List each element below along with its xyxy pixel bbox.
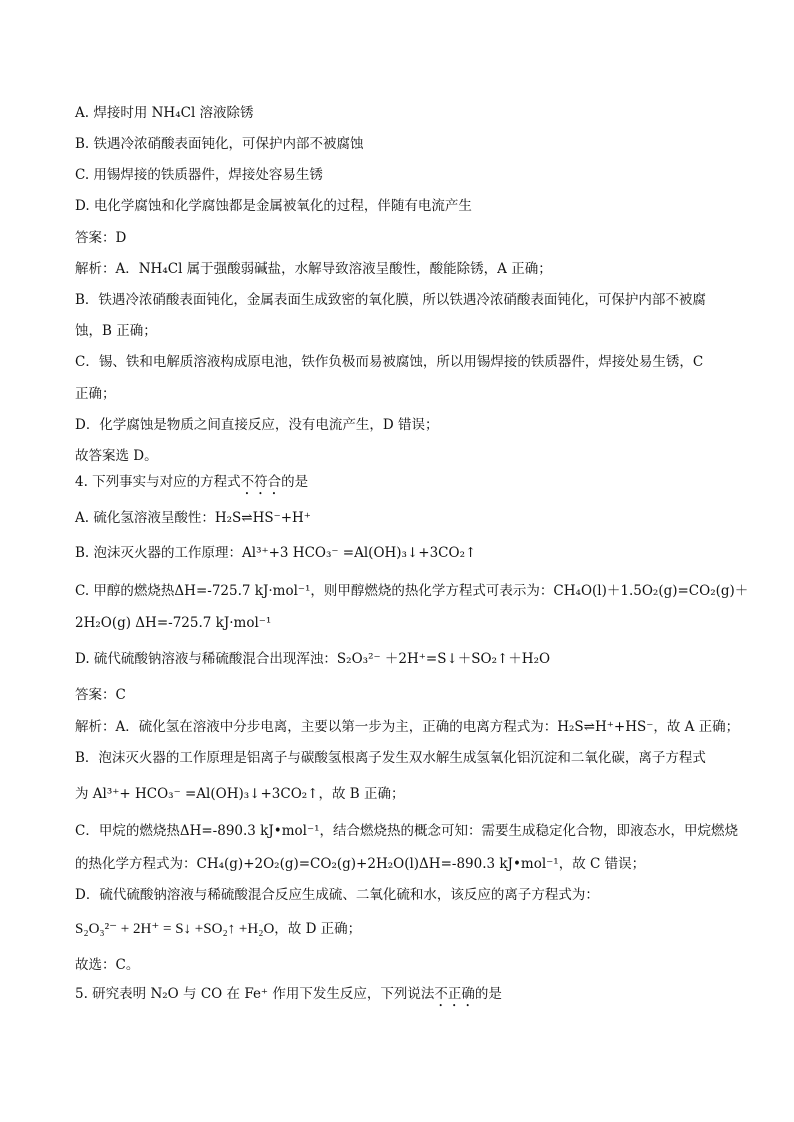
- q4-explanation-b-line2: 为 Al³⁺+ HCO₃⁻ =Al(OH)₃↓+3CO₂↑，故 B 正确；: [75, 786, 405, 802]
- q5-stem-suffix: 的是: [474, 986, 502, 1002]
- q4-explanation-c-line2: 的热化学方程式为：CH₄(g)+2O₂(g)=CO₂(g)+2H₂O(l)ΔH=-890.3 kJ•mol⁻¹，故 C 错误；: [75, 856, 646, 872]
- q3-explanation-a: 解析：A．NH₄Cl 属于强酸弱碱盐，水解导致溶液呈酸性，酸能除锈，A 正确；: [75, 261, 552, 277]
- q4-explanation-a: 解析：A．硫化氢在溶液中分步电离，主要以第一步为主，正确的电离方程式为：H₂S⇌H⁺+HS⁻，故 A 正确；: [75, 719, 740, 735]
- q3-explanation-b-line2: 蚀，B 正确；: [75, 323, 157, 339]
- q4-answer: 答案：C: [75, 687, 126, 703]
- q3-option-d: D. 电化学腐蚀和化学腐蚀都是金属被氧化的过程，伴随有电流产生: [75, 198, 472, 214]
- q3-option-a: A. 焊接时用 NH₄Cl 溶液除锈: [75, 105, 254, 121]
- q3-explanation-d: D．化学腐蚀是物质之间直接反应，没有电流产生，D 错误；: [75, 417, 439, 433]
- q4-stem-emphasis: 不符合: [240, 474, 282, 490]
- q4-stem: [75, 473, 725, 498]
- q4-conclusion: 故选：C。: [75, 957, 140, 973]
- q4-explanation-d: D．硫代硫酸钠溶液与稀硫酸混合反应生成硫、二氧化硫和水，该反应的离子方程式为：: [75, 887, 599, 903]
- q4-equation-tail: ，故 D 正确；: [274, 921, 362, 937]
- q3-explanation-b-line1: B．铁遇冷浓硝酸表面钝化，金属表面生成致密的氧化膜，所以铁遇冷浓硝酸表面钝化，可保护内部不被腐: [75, 292, 706, 308]
- q3-answer: 答案：D: [75, 230, 127, 246]
- q4-option-d: D. 硫代硫酸钠溶液与稀硫酸混合出现浑浊：S₂O₃²⁻ ＋2H⁺=S↓＋SO₂↑＋H₂O: [75, 651, 551, 667]
- q4-explanation-c-line1: C．甲烷的燃烧热ΔH=-890.3 kJ•mol⁻¹，结合燃烧热的概念可知：需要生成稳定化合物，即液态水，甲烷燃烧: [75, 823, 739, 839]
- q3-explanation-c-line1: C．锡、铁和电解质溶液构成原电池，铁作负极而易被腐蚀，所以用锡焊接的铁质器件，焊接处易生锈，C: [75, 354, 704, 370]
- q4-option-c-line1: C. 甲醇的燃烧热ΔH=-725.7 kJ·mol⁻¹，则甲醇燃烧的热化学方程式可表示为：CH₄O(l)＋1.5O₂(g)=CO₂(g)＋: [75, 583, 749, 599]
- q4-stem-suffix: 的是: [281, 474, 309, 490]
- q4-equation-line: [75, 920, 725, 938]
- q4-option-c-line2: 2H₂O(g) ΔH=-725.7 kJ·mol⁻¹: [75, 615, 272, 631]
- q4-equation: S₂O₃²⁻ + 2H⁺ = S↓ +SO₂↑ +H₂O: [75, 921, 275, 937]
- q3-option-c: C. 用锡焊接的铁质器件，焊接处容易生锈: [75, 167, 323, 183]
- q4-stem-prefix: 4. 下列事实与对应的方程式: [75, 474, 241, 490]
- q3-explanation-c-line2: 正确；: [75, 386, 116, 402]
- q5-stem-prefix: 5. 研究表明 N₂O 与 CO 在 Fe⁺ 作用下发生反应，下列说法: [75, 986, 435, 1002]
- q3-conclusion: 故答案选 D。: [75, 448, 158, 464]
- q3-option-b: B. 铁遇冷浓硝酸表面钝化，可保护内部不被腐蚀: [75, 136, 364, 152]
- q5-stem: [75, 985, 725, 1010]
- q5-stem-emphasis: 不正确: [434, 986, 475, 1002]
- q4-option-a: A. 硫化氢溶液呈酸性：H₂S⇌HS⁻+H⁺: [75, 510, 311, 526]
- q4-option-b: B. 泡沫灭火器的工作原理：Al³⁺+3 HCO₃⁻ =Al(OH)₃↓+3CO₂↑: [75, 545, 477, 561]
- q4-explanation-b-line1: B．泡沫灭火器的工作原理是铝离子与碳酸氢根离子发生双水解生成氢氧化铝沉淀和二氧化碳，离子方程式: [75, 750, 706, 766]
